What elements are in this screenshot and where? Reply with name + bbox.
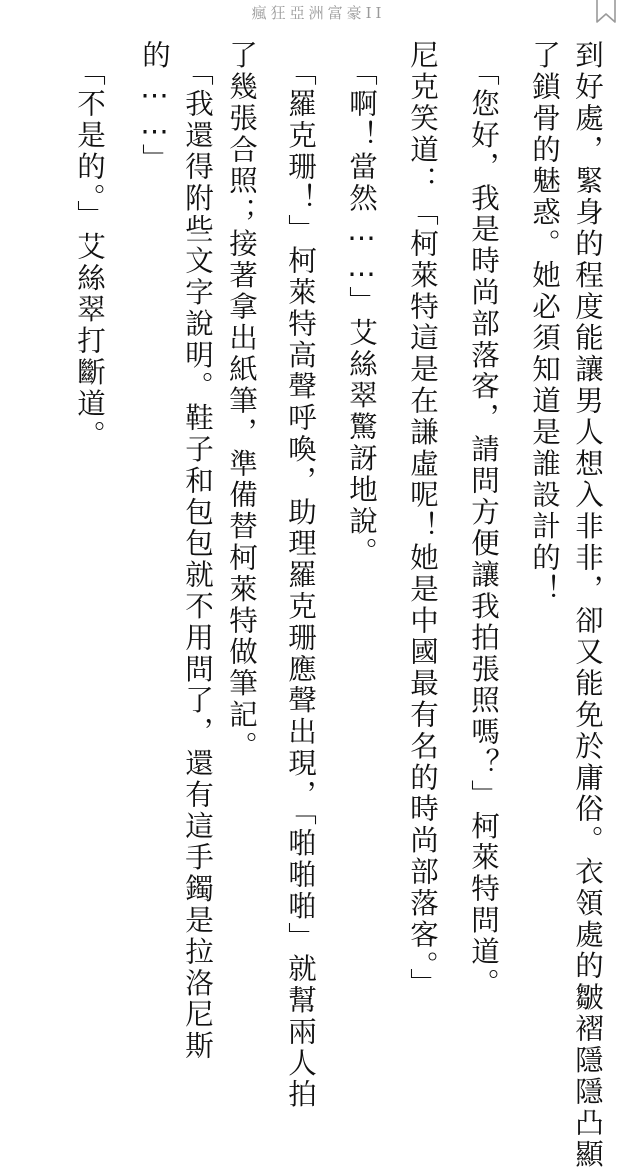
running-head-title: 瘋狂亞洲富豪II (251, 4, 386, 22)
vertical-text-body (30, 40, 620, 1170)
text-line: 「不是的。」艾絲翠打斷道。 (73, 40, 106, 452)
text-line: 「我還得附些文字說明。鞋子和包包就不用問了，還有這手鐲是拉洛尼斯 (181, 40, 214, 1062)
text-line: 了幾張合照；接著拿出紙筆，準備替柯萊特做筆記。 (225, 40, 258, 763)
bookmark-icon[interactable] (595, 0, 617, 24)
text-line: 「羅克珊！」柯萊特高聲呼喚，助理羅克珊應聲出現，「啪啪啪」就幫兩人拍 (284, 40, 317, 1111)
text-line: 到好處，緊身的程度能讓男人想入非非，卻又能免於庸俗。衣領處的皺褶隱隱凸顯 (571, 40, 604, 1170)
text-line: 了鎖骨的魅惑。她必須知道是誰設計的！ (528, 40, 561, 606)
text-line: 「啊！當然……」艾絲翠驚訝地說。 (345, 40, 378, 569)
text-line: 的……」 (138, 40, 171, 175)
text-line: 「您好，我是時尚部落客，請問方便讓我拍張照嗎？」柯萊特問道。 (467, 40, 500, 1000)
text-line: 尼克笑道：「柯萊特這是在謙虛呢！她是中國最有名的時尚部落客。」 (406, 40, 439, 1000)
